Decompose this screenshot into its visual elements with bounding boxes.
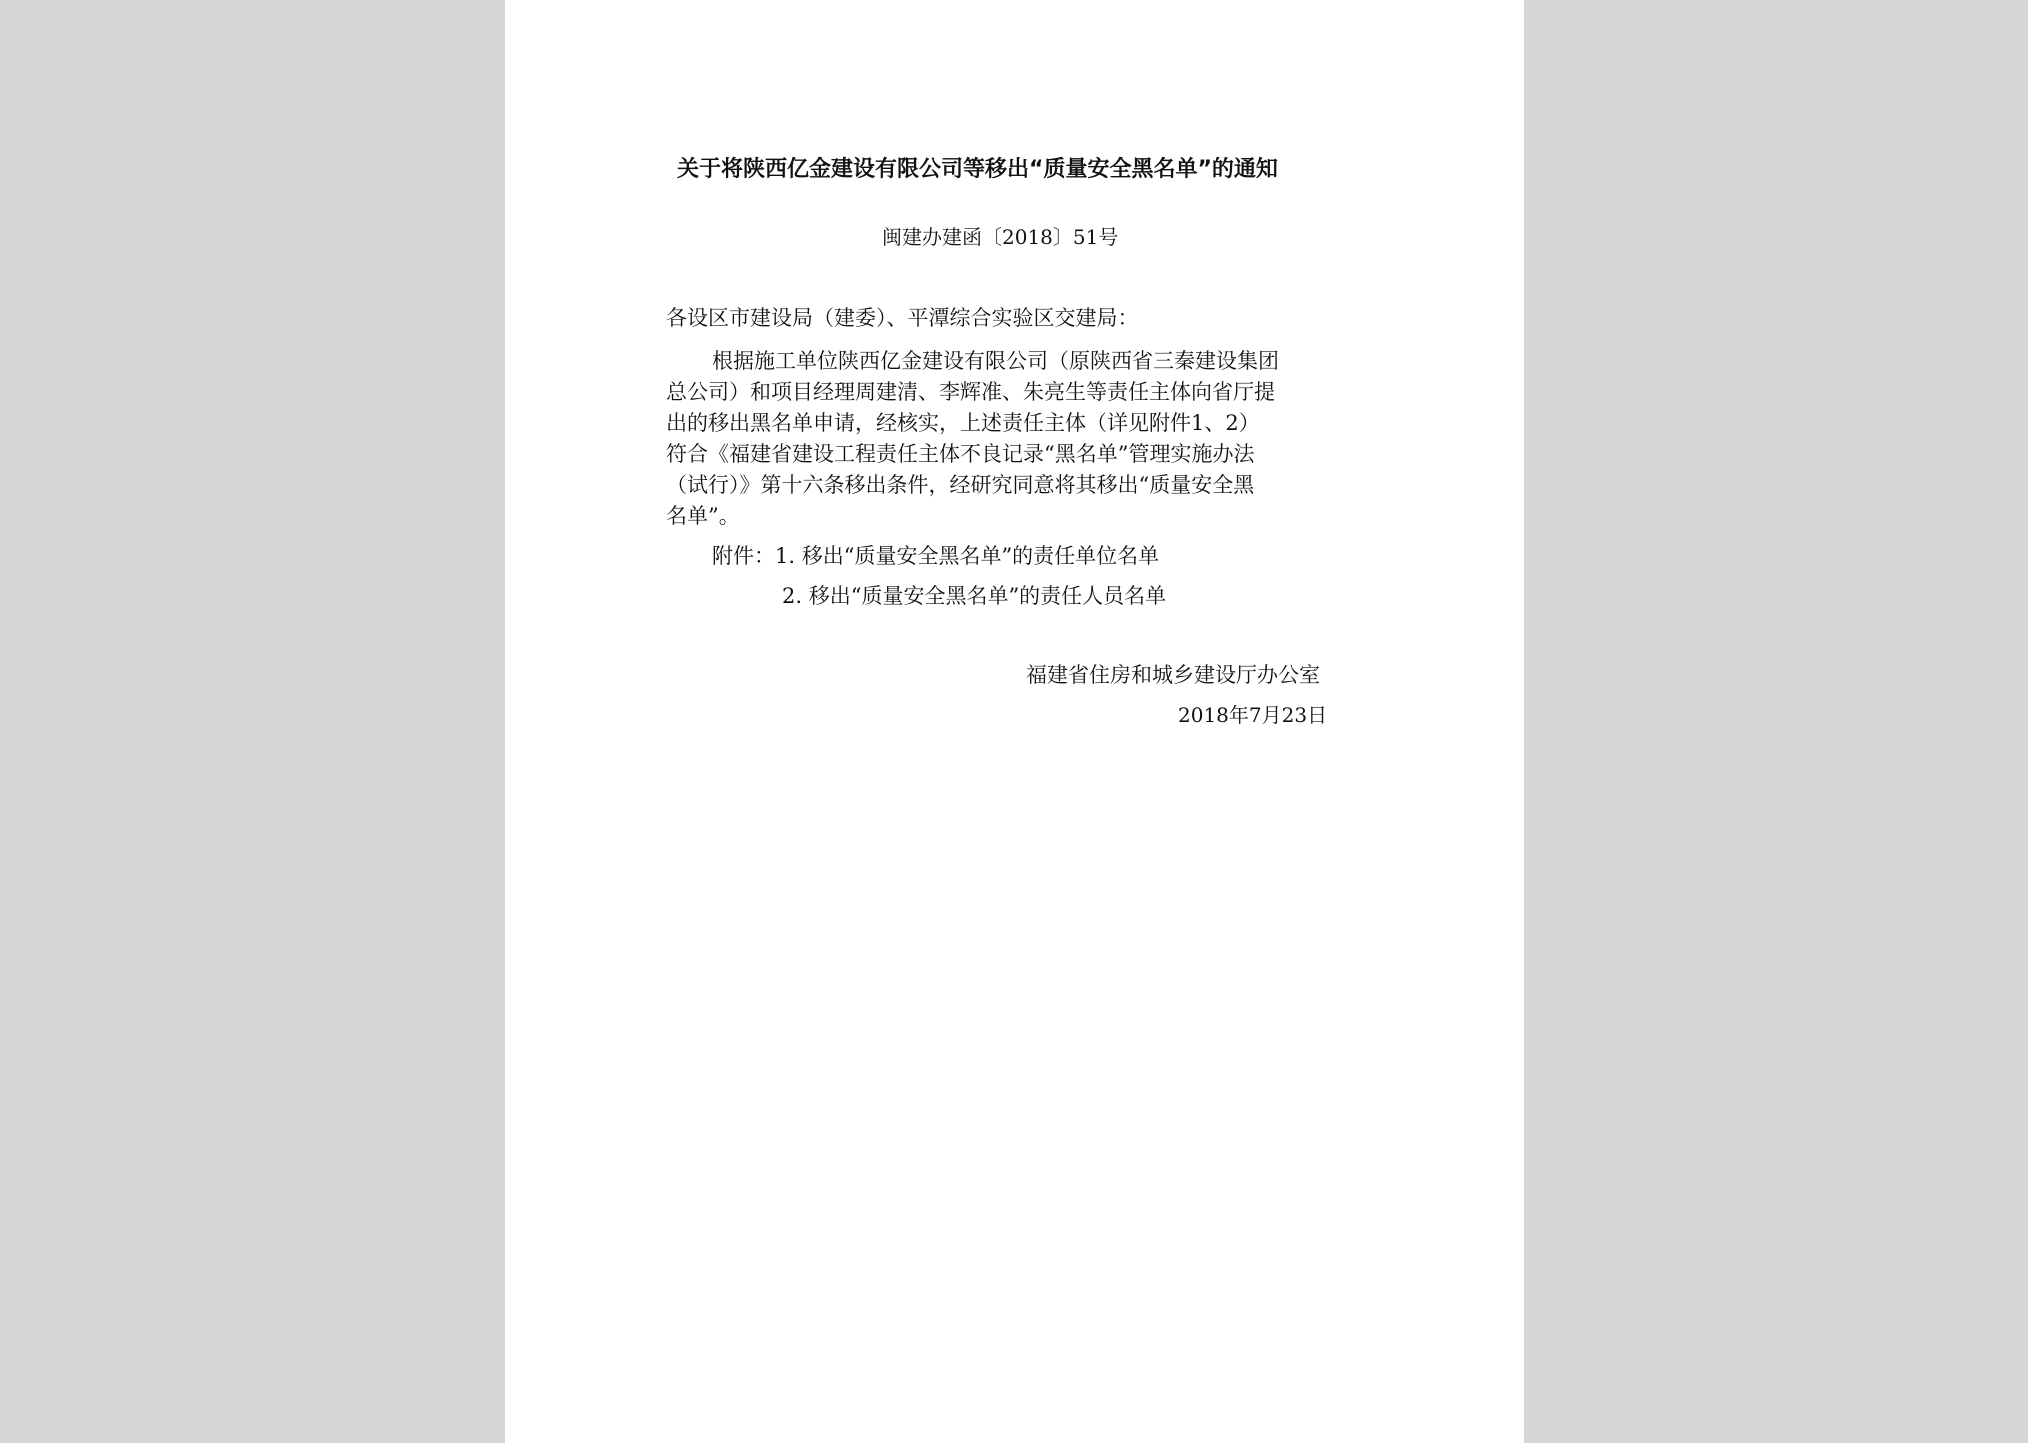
document-title: 关于将陕西亿金建设有限公司等移出“质量安全黑名单”的通知 [677,157,1278,182]
body-line-3: 出的移出黑名单申请，经核实，上述责任主体（详见附件1、2） [666,411,1260,435]
document-page [505,0,1524,1443]
body-line-6: 名单”。 [666,504,740,528]
issue-date: 2018年7月23日 [1178,703,1328,727]
attachment-item-2: 2. 移出“质量安全黑名单”的责任人员名单 [782,584,1167,608]
document-number: 闽建办建函〔2018〕51号 [882,225,1119,249]
issuing-office: 福建省住房和城乡建设厅办公室 [1026,663,1320,687]
attachment-item-1: 附件：1. 移出“质量安全黑名单”的责任单位名单 [712,544,1160,568]
body-line-2: 总公司）和项目经理周建清、李辉准、朱亮生等责任主体向省厅提 [666,380,1275,404]
body-line-1: 根据施工单位陕西亿金建设有限公司（原陕西省三秦建设集团 [712,349,1279,373]
body-line-4: 符合《福建省建设工程责任主体不良记录“黑名单”管理实施办法 [666,442,1255,466]
recipient-line: 各设区市建设局（建委）、平潭综合实验区交建局： [666,306,1139,330]
body-line-5: （试行）》第十六条移出条件，经研究同意将其移出“质量安全黑 [666,473,1255,497]
